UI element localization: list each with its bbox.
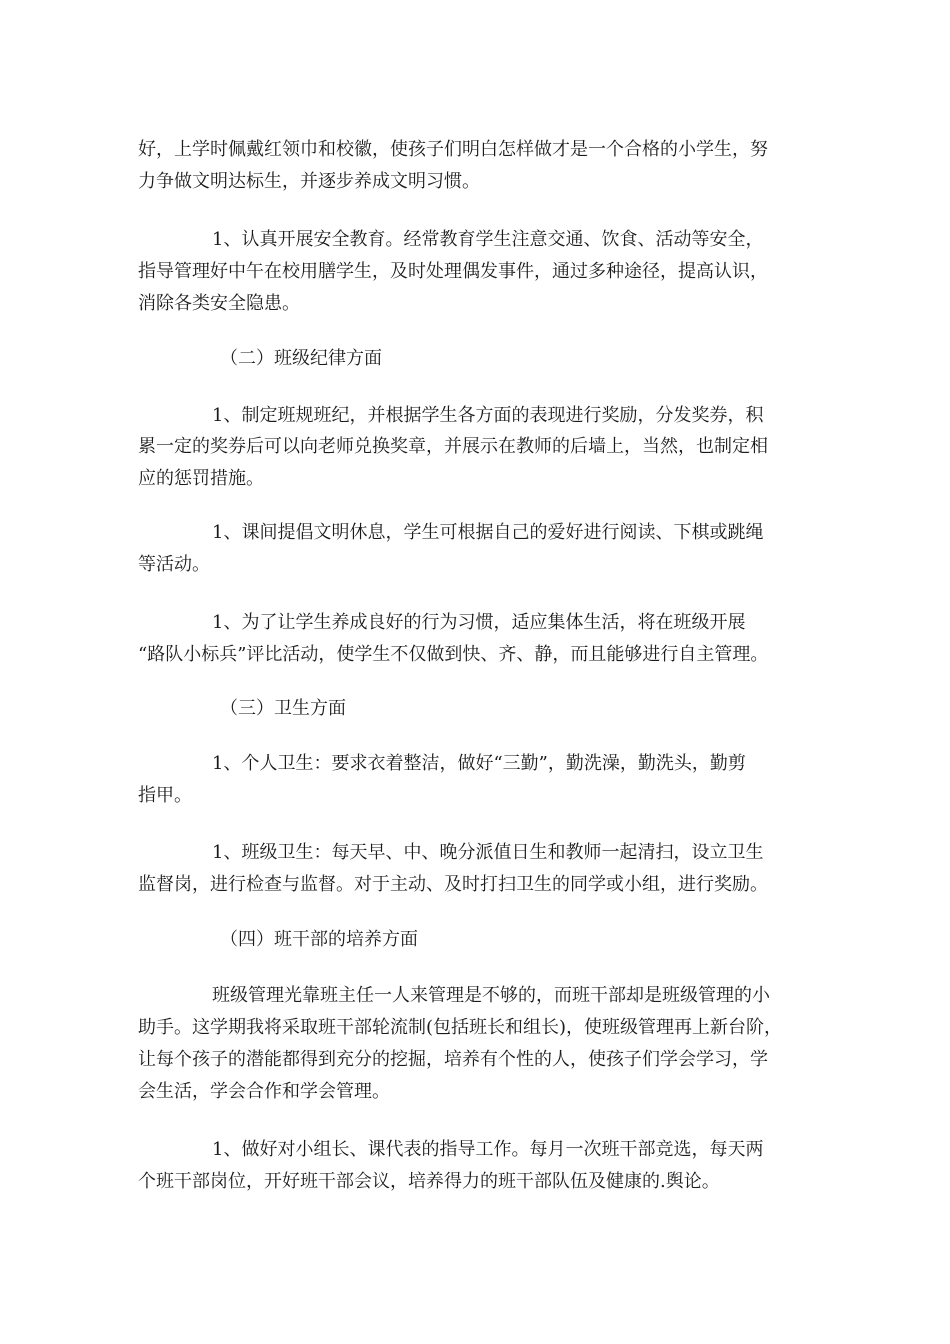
text-line: 1、为了让学生养成良好的行为习惯，适应集体生活，将在班级开展 xyxy=(212,612,746,633)
text-line: 1、班级卫生：每天早、中、晚分派值日生和教师一起清扫，设立卫生 xyxy=(212,842,764,863)
text-line: “路队小标兵”评比活动，使学生不仅做到快、齐、静，而且能够进行自主管理。 xyxy=(138,644,769,665)
text-line: 等活动。 xyxy=(138,554,210,575)
text-line: 1、做好对小组长、课代表的指导工作。每月一次班干部竞选，每天两 xyxy=(212,1139,764,1160)
text-line: 累一定的奖券后可以向老师兑换奖章，并展示在教师的后墙上，当然，也制定相 xyxy=(138,436,768,457)
text-line: 消除各类安全隐患。 xyxy=(138,293,300,314)
text-line: 力争做文明达标生，并逐步养成文明习惯。 xyxy=(138,171,480,192)
text-line: 让每个孩子的潜能都得到充分的挖掘，培养有个性的人，使孩子们学会学习，学 xyxy=(138,1049,768,1070)
section-heading: （二）班级纪律方面 xyxy=(220,348,382,369)
text-line: 1、课间提倡文明休息，学生可根据自己的爱好进行阅读、下棋或跳绳 xyxy=(212,522,764,543)
text-line: 1、制定班规班纪，并根据学生各方面的表现进行奖励，分发奖券，积 xyxy=(212,405,764,426)
text-line: 指甲。 xyxy=(138,785,192,806)
text-line: 个班干部岗位，开好班干部会议，培养得力的班干部队伍及健康的.舆论。 xyxy=(138,1171,720,1192)
text-line: 助手。这学期我将采取班干部轮流制(包括班长和组长)，使班级管理再上新台阶， xyxy=(138,1017,783,1038)
section-heading: （三）卫生方面 xyxy=(220,698,346,719)
text-line: 好，上学时佩戴红领巾和校徽，使孩子们明白怎样做才是一个合格的小学生，努 xyxy=(138,139,768,160)
text-line: 应的惩罚措施。 xyxy=(138,468,264,489)
text-line: 1、认真开展安全教育。经常教育学生注意交通、饮食、活动等安全， xyxy=(212,229,764,250)
text-line: 指导管理好中午在校用膳学生，及时处理偶发事件，通过多种途径，提高认识， xyxy=(138,261,768,282)
text-line: 班级管理光靠班主任一人来管理是不够的，而班干部却是班级管理的小 xyxy=(212,985,770,1006)
text-line: 1、个人卫生：要求衣着整洁，做好“三勤”，勤洗澡，勤洗头，勤剪 xyxy=(212,753,746,774)
text-line: 会生活，学会合作和学会管理。 xyxy=(138,1081,390,1102)
section-heading: （四）班干部的培养方面 xyxy=(220,929,418,950)
text-line: 监督岗，进行检查与监督。对于主动、及时打扫卫生的同学或小组，进行奖励。 xyxy=(138,874,768,895)
